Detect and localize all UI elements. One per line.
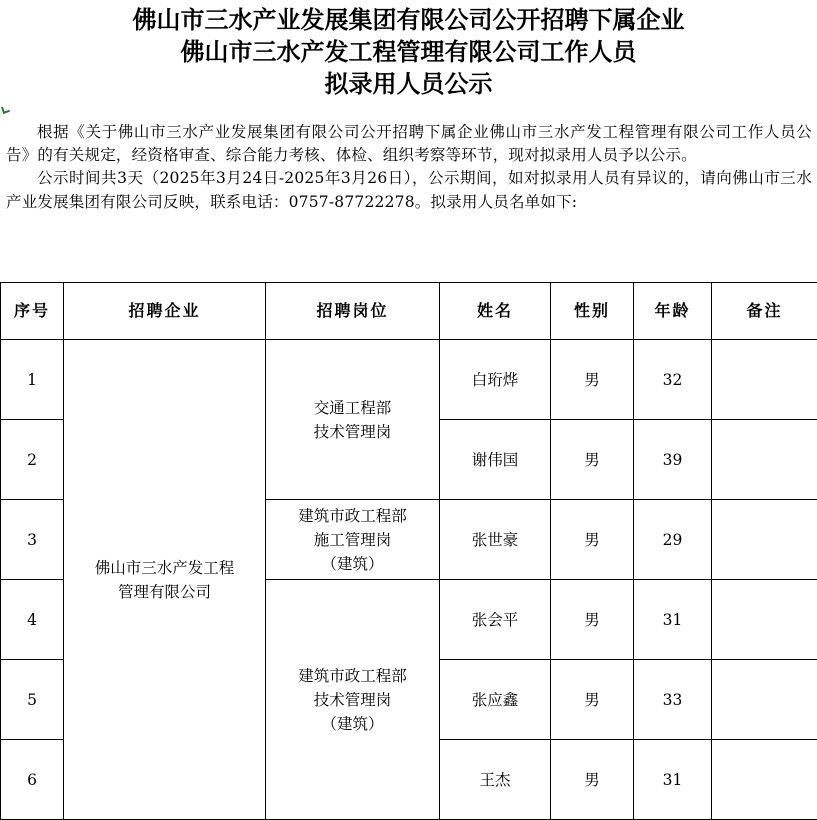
cell-no: 6: [1, 740, 64, 820]
position-tech-line-2: 技术管理岗: [313, 690, 392, 709]
cell-age: 29: [634, 500, 712, 580]
company-line-2: 管理有限公司: [117, 582, 211, 601]
cell-age: 32: [634, 340, 712, 420]
cell-remark: [712, 740, 817, 820]
position-construction-line-2: 施工管理岗: [313, 530, 392, 549]
position-traffic-line-2: 技术管理岗: [313, 422, 392, 441]
cell-gender: 男: [551, 420, 634, 500]
header-remark: 备注: [712, 283, 817, 340]
header-company: 招聘企业: [64, 283, 266, 340]
cell-name: 张应鑫: [440, 660, 551, 740]
cell-age: 39: [634, 420, 712, 500]
roster-table: [0, 282, 817, 820]
header-gender: 性别: [551, 283, 634, 340]
cell-no: 2: [1, 420, 64, 500]
cell-gender: 男: [551, 500, 634, 580]
cell-remark: [712, 340, 817, 420]
cell-no: 4: [1, 580, 64, 660]
cell-position-tech: [266, 580, 440, 820]
cell-gender: 男: [551, 660, 634, 740]
intro-paragraph-1: 根据《关于佛山市三水产业发展集团有限公司公开招聘下属企业佛山市三水产发工程管理有限公司工作人员公告》的有关规定，经资格审查、综合能力考核、体检、组织考察等环节，现对拟录用人员予以公示。: [6, 123, 812, 165]
position-construction-line-1: 建筑市政工程部: [298, 506, 407, 525]
cell-position-traffic: [266, 340, 440, 500]
cell-no: 3: [1, 500, 64, 580]
cell-gender: 男: [551, 340, 634, 420]
cell-position-construction: [266, 500, 440, 580]
cell-no: 5: [1, 660, 64, 740]
cell-remark: [712, 660, 817, 740]
cell-remark: [712, 420, 817, 500]
company-line-1: 佛山市三水产发工程: [94, 558, 235, 577]
title-line-1: 佛山市三水产业发展集团有限公司公开招聘下属企业: [132, 6, 685, 34]
header-name: 姓名: [440, 283, 551, 340]
cell-name: 白珩烨: [440, 340, 551, 420]
cell-no: 1: [1, 340, 64, 420]
title-line-2: 佛山市三水产发工程管理有限公司工作人员: [180, 38, 637, 66]
cell-name: 张世豪: [440, 500, 551, 580]
cell-age: 31: [634, 740, 712, 820]
cell-gender: 男: [551, 580, 634, 660]
cell-remark: [712, 500, 817, 580]
position-tech-line-3: （建筑）: [321, 714, 384, 733]
corner-mark-icon: [1, 105, 10, 114]
cell-age: 31: [634, 580, 712, 660]
header-no: 序号: [1, 283, 64, 340]
table-header-row: [1, 283, 817, 340]
header-age: 年龄: [634, 283, 712, 340]
cell-name: 谢伟国: [440, 420, 551, 500]
cell-company: [64, 340, 266, 820]
header-position: 招聘岗位: [266, 283, 440, 340]
cell-age: 33: [634, 660, 712, 740]
intro-text: [6, 121, 812, 214]
position-tech-line-1: 建筑市政工程部: [298, 666, 407, 685]
intro-paragraph-2: 公示时间共3天（2025年3月24日-2025年3月26日），公示期间，如对拟录用人员有异议的，请向佛山市三水产业发展集团有限公司反映，联系电话：0757-87722278。拟录用人员名单如下:: [6, 169, 812, 211]
cell-name: 张会平: [440, 580, 551, 660]
position-construction-line-3: （建筑）: [321, 554, 384, 573]
cell-gender: 男: [551, 740, 634, 820]
table-row: [1, 340, 817, 420]
cell-remark: [712, 580, 817, 660]
document-title: [0, 4, 817, 100]
cell-name: 王杰: [440, 740, 551, 820]
title-line-3: 拟录用人员公示: [324, 70, 493, 98]
position-traffic-line-1: 交通工程部: [313, 398, 392, 417]
